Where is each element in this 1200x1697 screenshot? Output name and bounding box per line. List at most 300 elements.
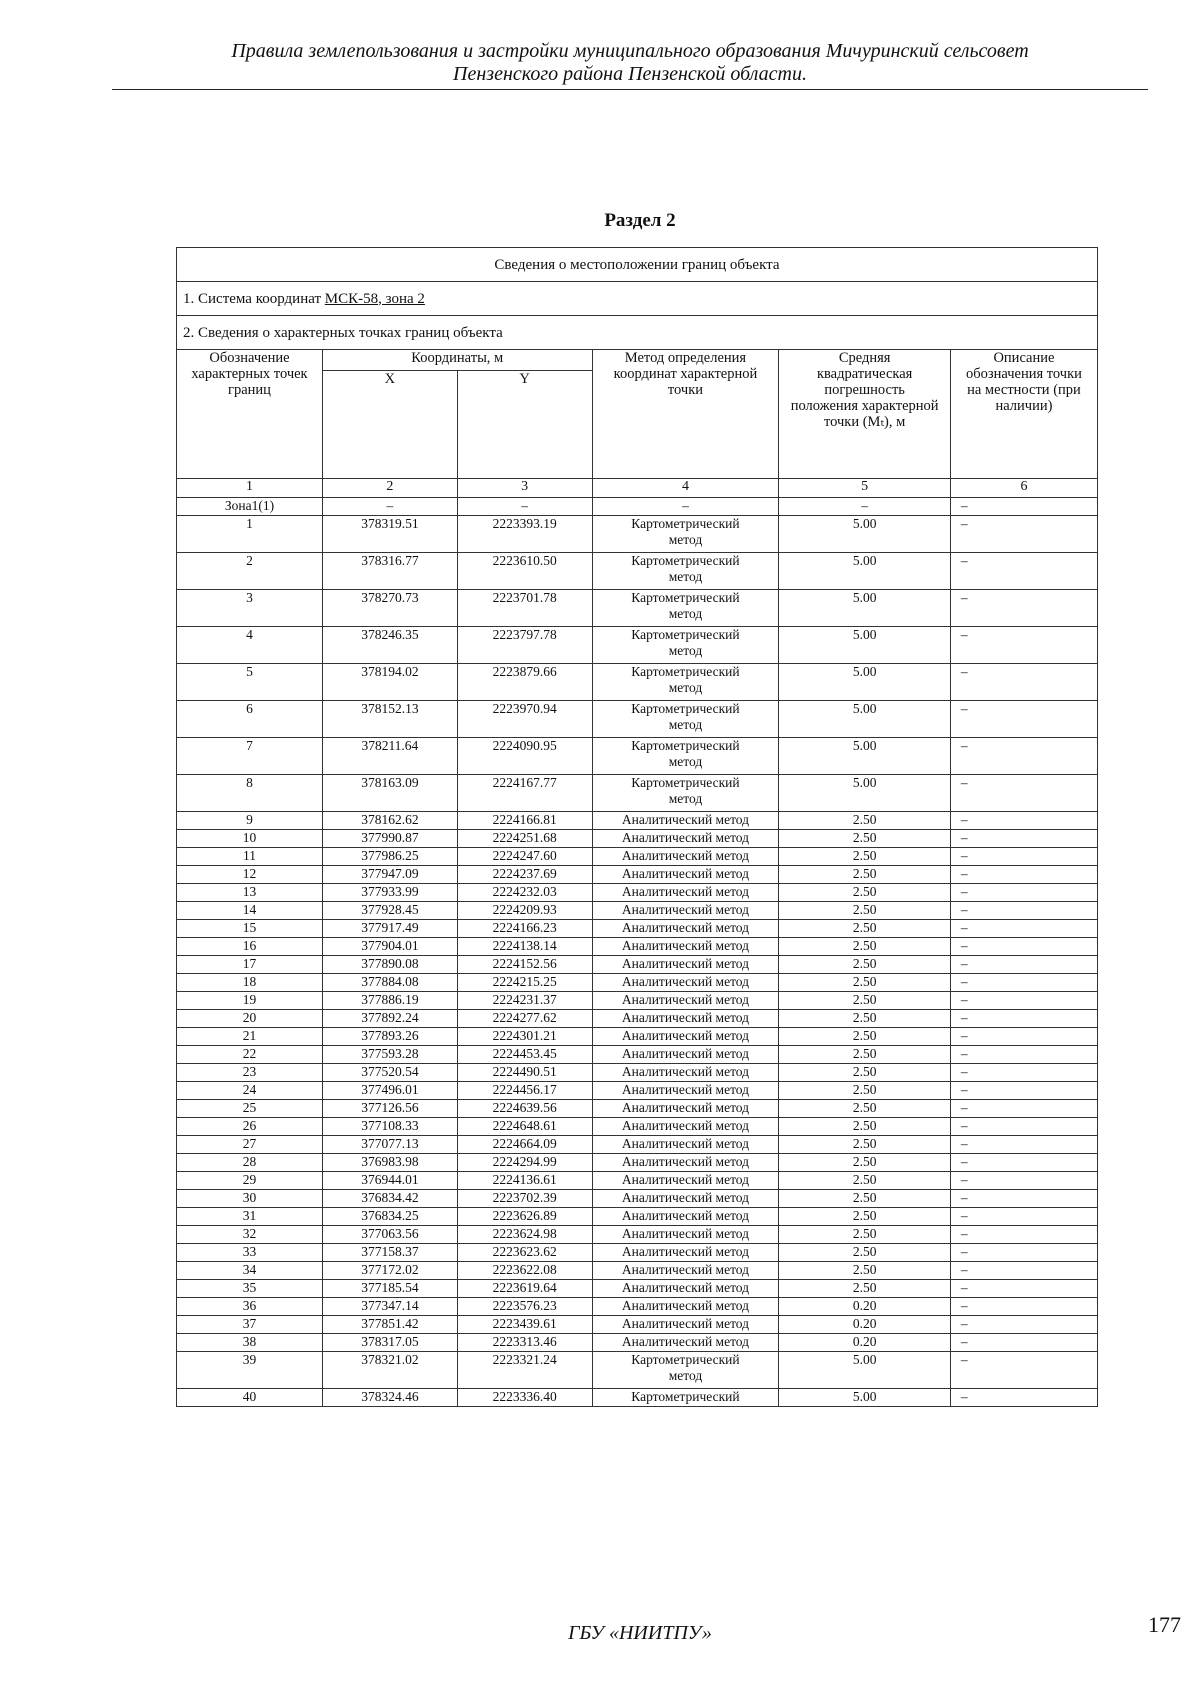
point-number: 7 (177, 738, 323, 775)
point-description: – (950, 664, 1097, 701)
table-row (177, 1226, 1098, 1244)
point-error: 5.00 (779, 553, 951, 590)
point-error: 2.50 (779, 902, 951, 920)
point-error: 2.50 (779, 1172, 951, 1190)
point-method: Картометрический метод (592, 1352, 779, 1389)
point-number: 3 (177, 590, 323, 627)
point-error: 5.00 (779, 627, 951, 664)
point-description: – (950, 627, 1097, 664)
point-error: 2.50 (779, 1262, 951, 1280)
point-y: 2224456.17 (457, 1082, 592, 1100)
point-x: 377077.13 (323, 1136, 458, 1154)
point-error: 5.00 (779, 701, 951, 738)
point-y: 2224209.93 (457, 902, 592, 920)
point-number: 20 (177, 1010, 323, 1028)
point-method: Аналитический метод (592, 1046, 779, 1064)
point-error: 2.50 (779, 848, 951, 866)
point-x: 377185.54 (323, 1280, 458, 1298)
point-error: 2.50 (779, 1028, 951, 1046)
point-number: 11 (177, 848, 323, 866)
point-number: 23 (177, 1064, 323, 1082)
point-y: 2223336.40 (457, 1389, 592, 1407)
point-method: Аналитический метод (592, 992, 779, 1010)
point-error: 2.50 (779, 1118, 951, 1136)
point-number: 28 (177, 1154, 323, 1172)
point-y: 2223619.64 (457, 1280, 592, 1298)
point-x: 377917.49 (323, 920, 458, 938)
point-description: – (950, 920, 1097, 938)
point-description: – (950, 1082, 1097, 1100)
table-row (177, 974, 1098, 992)
point-x: 378211.64 (323, 738, 458, 775)
point-error: 2.50 (779, 1082, 951, 1100)
zone-label: Зона1(1) (177, 498, 323, 516)
point-description: – (950, 1208, 1097, 1226)
point-y: 2223623.62 (457, 1244, 592, 1262)
point-description: – (950, 1154, 1097, 1172)
point-y: 2224301.21 (457, 1028, 592, 1046)
table-row (177, 1280, 1098, 1298)
point-y: 2223393.19 (457, 516, 592, 553)
point-number: 27 (177, 1136, 323, 1154)
point-y: 2224247.60 (457, 848, 592, 866)
point-error: 2.50 (779, 830, 951, 848)
point-description: – (950, 1280, 1097, 1298)
point-y: 2223624.98 (457, 1226, 592, 1244)
table-row (177, 902, 1098, 920)
point-description: – (950, 1298, 1097, 1316)
table-row (177, 1154, 1098, 1172)
point-y: 2224215.25 (457, 974, 592, 992)
point-y: 2223626.89 (457, 1208, 592, 1226)
point-description: – (950, 775, 1097, 812)
table-row (177, 1190, 1098, 1208)
point-description: – (950, 590, 1097, 627)
table-row (177, 664, 1098, 701)
point-x: 377126.56 (323, 1100, 458, 1118)
point-y: 2224136.61 (457, 1172, 592, 1190)
point-x: 378270.73 (323, 590, 458, 627)
point-x: 377890.08 (323, 956, 458, 974)
point-number: 31 (177, 1208, 323, 1226)
point-y: 2223797.78 (457, 627, 592, 664)
column-number-row (177, 479, 1098, 498)
point-description: – (950, 1226, 1097, 1244)
point-number: 30 (177, 1190, 323, 1208)
point-error: 5.00 (779, 775, 951, 812)
point-y: 2223622.08 (457, 1262, 592, 1280)
table-row (177, 1262, 1098, 1280)
point-description: – (950, 992, 1097, 1010)
table-row (177, 1208, 1098, 1226)
table-row (177, 938, 1098, 956)
table-row (177, 590, 1098, 627)
page-footer: ГБУ «НИИТПУ» (568, 1622, 712, 1644)
point-method: Аналитический метод (592, 1154, 779, 1172)
point-y: 2224237.69 (457, 866, 592, 884)
point-description: – (950, 866, 1097, 884)
point-description: – (950, 738, 1097, 775)
point-x: 377892.24 (323, 1010, 458, 1028)
point-number: 29 (177, 1172, 323, 1190)
point-error: 2.50 (779, 884, 951, 902)
point-method: Аналитический метод (592, 1136, 779, 1154)
point-y: 2224648.61 (457, 1118, 592, 1136)
point-number: 39 (177, 1352, 323, 1389)
point-number: 21 (177, 1028, 323, 1046)
point-method: Аналитический метод (592, 920, 779, 938)
point-method: Картометрический метод (592, 664, 779, 701)
table-row (177, 992, 1098, 1010)
point-number: 10 (177, 830, 323, 848)
table-row (177, 1298, 1098, 1316)
point-number: 18 (177, 974, 323, 992)
point-number: 38 (177, 1334, 323, 1352)
point-number: 22 (177, 1046, 323, 1064)
point-x: 378316.77 (323, 553, 458, 590)
point-error: 2.50 (779, 866, 951, 884)
point-number: 34 (177, 1262, 323, 1280)
point-method: Аналитический метод (592, 848, 779, 866)
table-row (177, 1046, 1098, 1064)
point-method: Аналитический метод (592, 1280, 779, 1298)
point-x: 377933.99 (323, 884, 458, 902)
table-row (177, 553, 1098, 590)
page-number: 177 (1148, 1612, 1181, 1637)
header-line-2: Пензенского района Пензенской области. (453, 63, 807, 85)
point-error: 5.00 (779, 590, 951, 627)
point-y: 2224294.99 (457, 1154, 592, 1172)
point-y: 2224664.09 (457, 1136, 592, 1154)
column-number: 2 (323, 479, 458, 498)
point-number: 2 (177, 553, 323, 590)
table-row (177, 1118, 1098, 1136)
point-number: 4 (177, 627, 323, 664)
point-x: 377986.25 (323, 848, 458, 866)
point-x: 377593.28 (323, 1046, 458, 1064)
point-error: 2.50 (779, 1244, 951, 1262)
point-method: Картометрический метод (592, 775, 779, 812)
point-number: 24 (177, 1082, 323, 1100)
point-number: 5 (177, 664, 323, 701)
point-method: Картометрический метод (592, 516, 779, 553)
point-description: – (950, 938, 1097, 956)
points-section-title: 2. Сведения о характерных точках границ объекта (177, 316, 1098, 350)
point-y: 2224090.95 (457, 738, 592, 775)
point-description: – (950, 1046, 1097, 1064)
table-row (177, 884, 1098, 902)
table-row (177, 738, 1098, 775)
point-error: 5.00 (779, 664, 951, 701)
point-error: 2.50 (779, 1136, 951, 1154)
point-method: Аналитический метод (592, 1190, 779, 1208)
point-number: 19 (177, 992, 323, 1010)
point-x: 377851.42 (323, 1316, 458, 1334)
point-x: 376944.01 (323, 1172, 458, 1190)
point-error: 2.50 (779, 1100, 951, 1118)
point-number: 40 (177, 1389, 323, 1407)
point-number: 25 (177, 1100, 323, 1118)
table-row (177, 775, 1098, 812)
point-x: 378162.62 (323, 812, 458, 830)
point-y: 2223439.61 (457, 1316, 592, 1334)
point-x: 378317.05 (323, 1334, 458, 1352)
point-y: 2223879.66 (457, 664, 592, 701)
point-method: Аналитический метод (592, 1226, 779, 1244)
point-number: 17 (177, 956, 323, 974)
point-number: 14 (177, 902, 323, 920)
point-method: Аналитический метод (592, 1064, 779, 1082)
point-error: 2.50 (779, 1046, 951, 1064)
table-row (177, 830, 1098, 848)
table-row (177, 848, 1098, 866)
point-y: 2224138.14 (457, 938, 592, 956)
point-number: 6 (177, 701, 323, 738)
point-y: 2224232.03 (457, 884, 592, 902)
point-x: 376983.98 (323, 1154, 458, 1172)
point-method: Аналитический метод (592, 1208, 779, 1226)
point-number: 26 (177, 1118, 323, 1136)
point-error: 5.00 (779, 516, 951, 553)
point-description: – (950, 974, 1097, 992)
point-y: 2224453.45 (457, 1046, 592, 1064)
point-method: Картометрический метод (592, 701, 779, 738)
table-row (177, 1389, 1098, 1407)
table-row (177, 1316, 1098, 1334)
point-description: – (950, 830, 1097, 848)
point-y: 2223701.78 (457, 590, 592, 627)
coordinate-system-prefix: 1. Система координат (183, 290, 325, 307)
point-x: 378246.35 (323, 627, 458, 664)
table-row (177, 1136, 1098, 1154)
point-y: 2223610.50 (457, 553, 592, 590)
point-method: Картометрический метод (592, 590, 779, 627)
table-row (177, 1244, 1098, 1262)
point-description: – (950, 1118, 1097, 1136)
zone-x: – (323, 498, 458, 516)
point-number: 9 (177, 812, 323, 830)
table-row (177, 1028, 1098, 1046)
table-row (177, 1352, 1098, 1389)
table-row (177, 1082, 1098, 1100)
point-description: – (950, 1352, 1097, 1389)
zone-row (177, 498, 1098, 516)
point-error: 2.50 (779, 920, 951, 938)
point-x: 377347.14 (323, 1298, 458, 1316)
point-description: – (950, 848, 1097, 866)
point-x: 378319.51 (323, 516, 458, 553)
coordinate-system-value: МСК-58, зона 2 (324, 290, 425, 307)
point-number: 1 (177, 516, 323, 553)
point-number: 33 (177, 1244, 323, 1262)
point-x: 377108.33 (323, 1118, 458, 1136)
table-row (177, 866, 1098, 884)
col-header-coordinates: Координаты, м (323, 350, 593, 371)
boundary-points-table (176, 247, 1098, 1407)
point-number: 35 (177, 1280, 323, 1298)
point-y: 2224251.68 (457, 830, 592, 848)
point-x: 376834.42 (323, 1190, 458, 1208)
point-method: Аналитический метод (592, 956, 779, 974)
point-x: 377158.37 (323, 1244, 458, 1262)
point-y: 2224166.23 (457, 920, 592, 938)
point-x: 376834.25 (323, 1208, 458, 1226)
point-description: – (950, 701, 1097, 738)
point-y: 2224166.81 (457, 812, 592, 830)
point-description: – (950, 1334, 1097, 1352)
zone-error: – (779, 498, 951, 516)
point-description: – (950, 1172, 1097, 1190)
point-description: – (950, 956, 1097, 974)
point-method: Картометрический метод (592, 553, 779, 590)
point-method: Аналитический метод (592, 1028, 779, 1046)
point-method: Аналитический метод (592, 1172, 779, 1190)
point-x: 377496.01 (323, 1082, 458, 1100)
point-method: Аналитический метод (592, 884, 779, 902)
point-error: 2.50 (779, 1010, 951, 1028)
point-method: Аналитический метод (592, 1244, 779, 1262)
column-number: 5 (779, 479, 951, 498)
point-description: – (950, 553, 1097, 590)
table-row (177, 1334, 1098, 1352)
table-row (177, 956, 1098, 974)
col-header-description: Описание обозначения точки на местности (при наличии) (950, 350, 1097, 479)
header-divider (112, 89, 1148, 90)
point-y: 2223321.24 (457, 1352, 592, 1389)
point-method: Аналитический метод (592, 902, 779, 920)
point-method: Картометрический метод (592, 627, 779, 664)
point-description: – (950, 1244, 1097, 1262)
point-number: 37 (177, 1316, 323, 1334)
point-error: 5.00 (779, 1389, 951, 1407)
point-y: 2224231.37 (457, 992, 592, 1010)
zone-y: – (457, 498, 592, 516)
point-error: 5.00 (779, 738, 951, 775)
point-error: 2.50 (779, 812, 951, 830)
point-description: – (950, 1190, 1097, 1208)
column-number: 6 (950, 479, 1097, 498)
point-description: – (950, 1100, 1097, 1118)
point-description: – (950, 812, 1097, 830)
point-error: 0.20 (779, 1316, 951, 1334)
point-y: 2223702.39 (457, 1190, 592, 1208)
point-method: Аналитический метод (592, 1100, 779, 1118)
table-row (177, 1172, 1098, 1190)
point-x: 377947.09 (323, 866, 458, 884)
point-x: 378152.13 (323, 701, 458, 738)
point-x: 377884.08 (323, 974, 458, 992)
point-method: Аналитический метод (592, 1316, 779, 1334)
point-x: 377928.45 (323, 902, 458, 920)
point-method: Аналитический метод (592, 1010, 779, 1028)
col-header-designation: Обозначение характерных точек границ (177, 350, 323, 479)
point-error: 2.50 (779, 1208, 951, 1226)
point-number: 8 (177, 775, 323, 812)
point-number: 36 (177, 1298, 323, 1316)
point-description: – (950, 1316, 1097, 1334)
point-description: – (950, 1389, 1097, 1407)
point-description: – (950, 884, 1097, 902)
point-method: Аналитический метод (592, 938, 779, 956)
point-description: – (950, 1028, 1097, 1046)
table-row (177, 812, 1098, 830)
point-x: 377520.54 (323, 1064, 458, 1082)
point-method: Аналитический метод (592, 812, 779, 830)
point-x: 377990.87 (323, 830, 458, 848)
point-description: – (950, 1064, 1097, 1082)
column-number: 3 (457, 479, 592, 498)
zone-description: – (950, 498, 1097, 516)
point-error: 5.00 (779, 1352, 951, 1389)
point-method: Картометрический (592, 1389, 779, 1407)
coordinate-system-row (177, 282, 1098, 316)
zone-method: – (592, 498, 779, 516)
point-y: 2224277.62 (457, 1010, 592, 1028)
point-x: 377172.02 (323, 1262, 458, 1280)
point-number: 16 (177, 938, 323, 956)
table-row (177, 1064, 1098, 1082)
point-y: 2224152.56 (457, 956, 592, 974)
table-row (177, 701, 1098, 738)
point-number: 15 (177, 920, 323, 938)
point-error: 2.50 (779, 1154, 951, 1172)
col-header-x: X (323, 371, 458, 479)
point-method: Картометрический метод (592, 738, 779, 775)
point-x: 378321.02 (323, 1352, 458, 1389)
point-y: 2223576.23 (457, 1298, 592, 1316)
point-x: 377886.19 (323, 992, 458, 1010)
point-y: 2223313.46 (457, 1334, 592, 1352)
point-y: 2224639.56 (457, 1100, 592, 1118)
point-description: – (950, 1136, 1097, 1154)
point-method: Аналитический метод (592, 1262, 779, 1280)
col-header-method: Метод определения координат характерной точки (592, 350, 779, 479)
point-y: 2224490.51 (457, 1064, 592, 1082)
table-title: Сведения о местоположении границ объекта (177, 248, 1098, 282)
point-number: 13 (177, 884, 323, 902)
point-method: Аналитический метод (592, 974, 779, 992)
point-description: – (950, 902, 1097, 920)
point-error: 2.50 (779, 938, 951, 956)
point-error: 2.50 (779, 992, 951, 1010)
point-number: 32 (177, 1226, 323, 1244)
point-description: – (950, 516, 1097, 553)
point-method: Аналитический метод (592, 830, 779, 848)
point-method: Аналитический метод (592, 866, 779, 884)
point-x: 377063.56 (323, 1226, 458, 1244)
point-error: 2.50 (779, 956, 951, 974)
table-row (177, 627, 1098, 664)
point-error: 2.50 (779, 1190, 951, 1208)
point-error: 2.50 (779, 1280, 951, 1298)
point-method: Аналитический метод (592, 1334, 779, 1352)
point-x: 378163.09 (323, 775, 458, 812)
col-header-y: Y (457, 371, 592, 479)
col-header-error: Средняя квадратическая погрешность положения характерной точки (Mₜ), м (779, 350, 951, 479)
point-y: 2224167.77 (457, 775, 592, 812)
column-number: 1 (177, 479, 323, 498)
point-number: 12 (177, 866, 323, 884)
point-x: 377904.01 (323, 938, 458, 956)
point-x: 378194.02 (323, 664, 458, 701)
point-method: Аналитический метод (592, 1082, 779, 1100)
table-row (177, 920, 1098, 938)
table-row (177, 1010, 1098, 1028)
section-title: Раздел 2 (604, 210, 676, 231)
table-row (177, 516, 1098, 553)
point-description: – (950, 1262, 1097, 1280)
point-error: 2.50 (779, 1226, 951, 1244)
